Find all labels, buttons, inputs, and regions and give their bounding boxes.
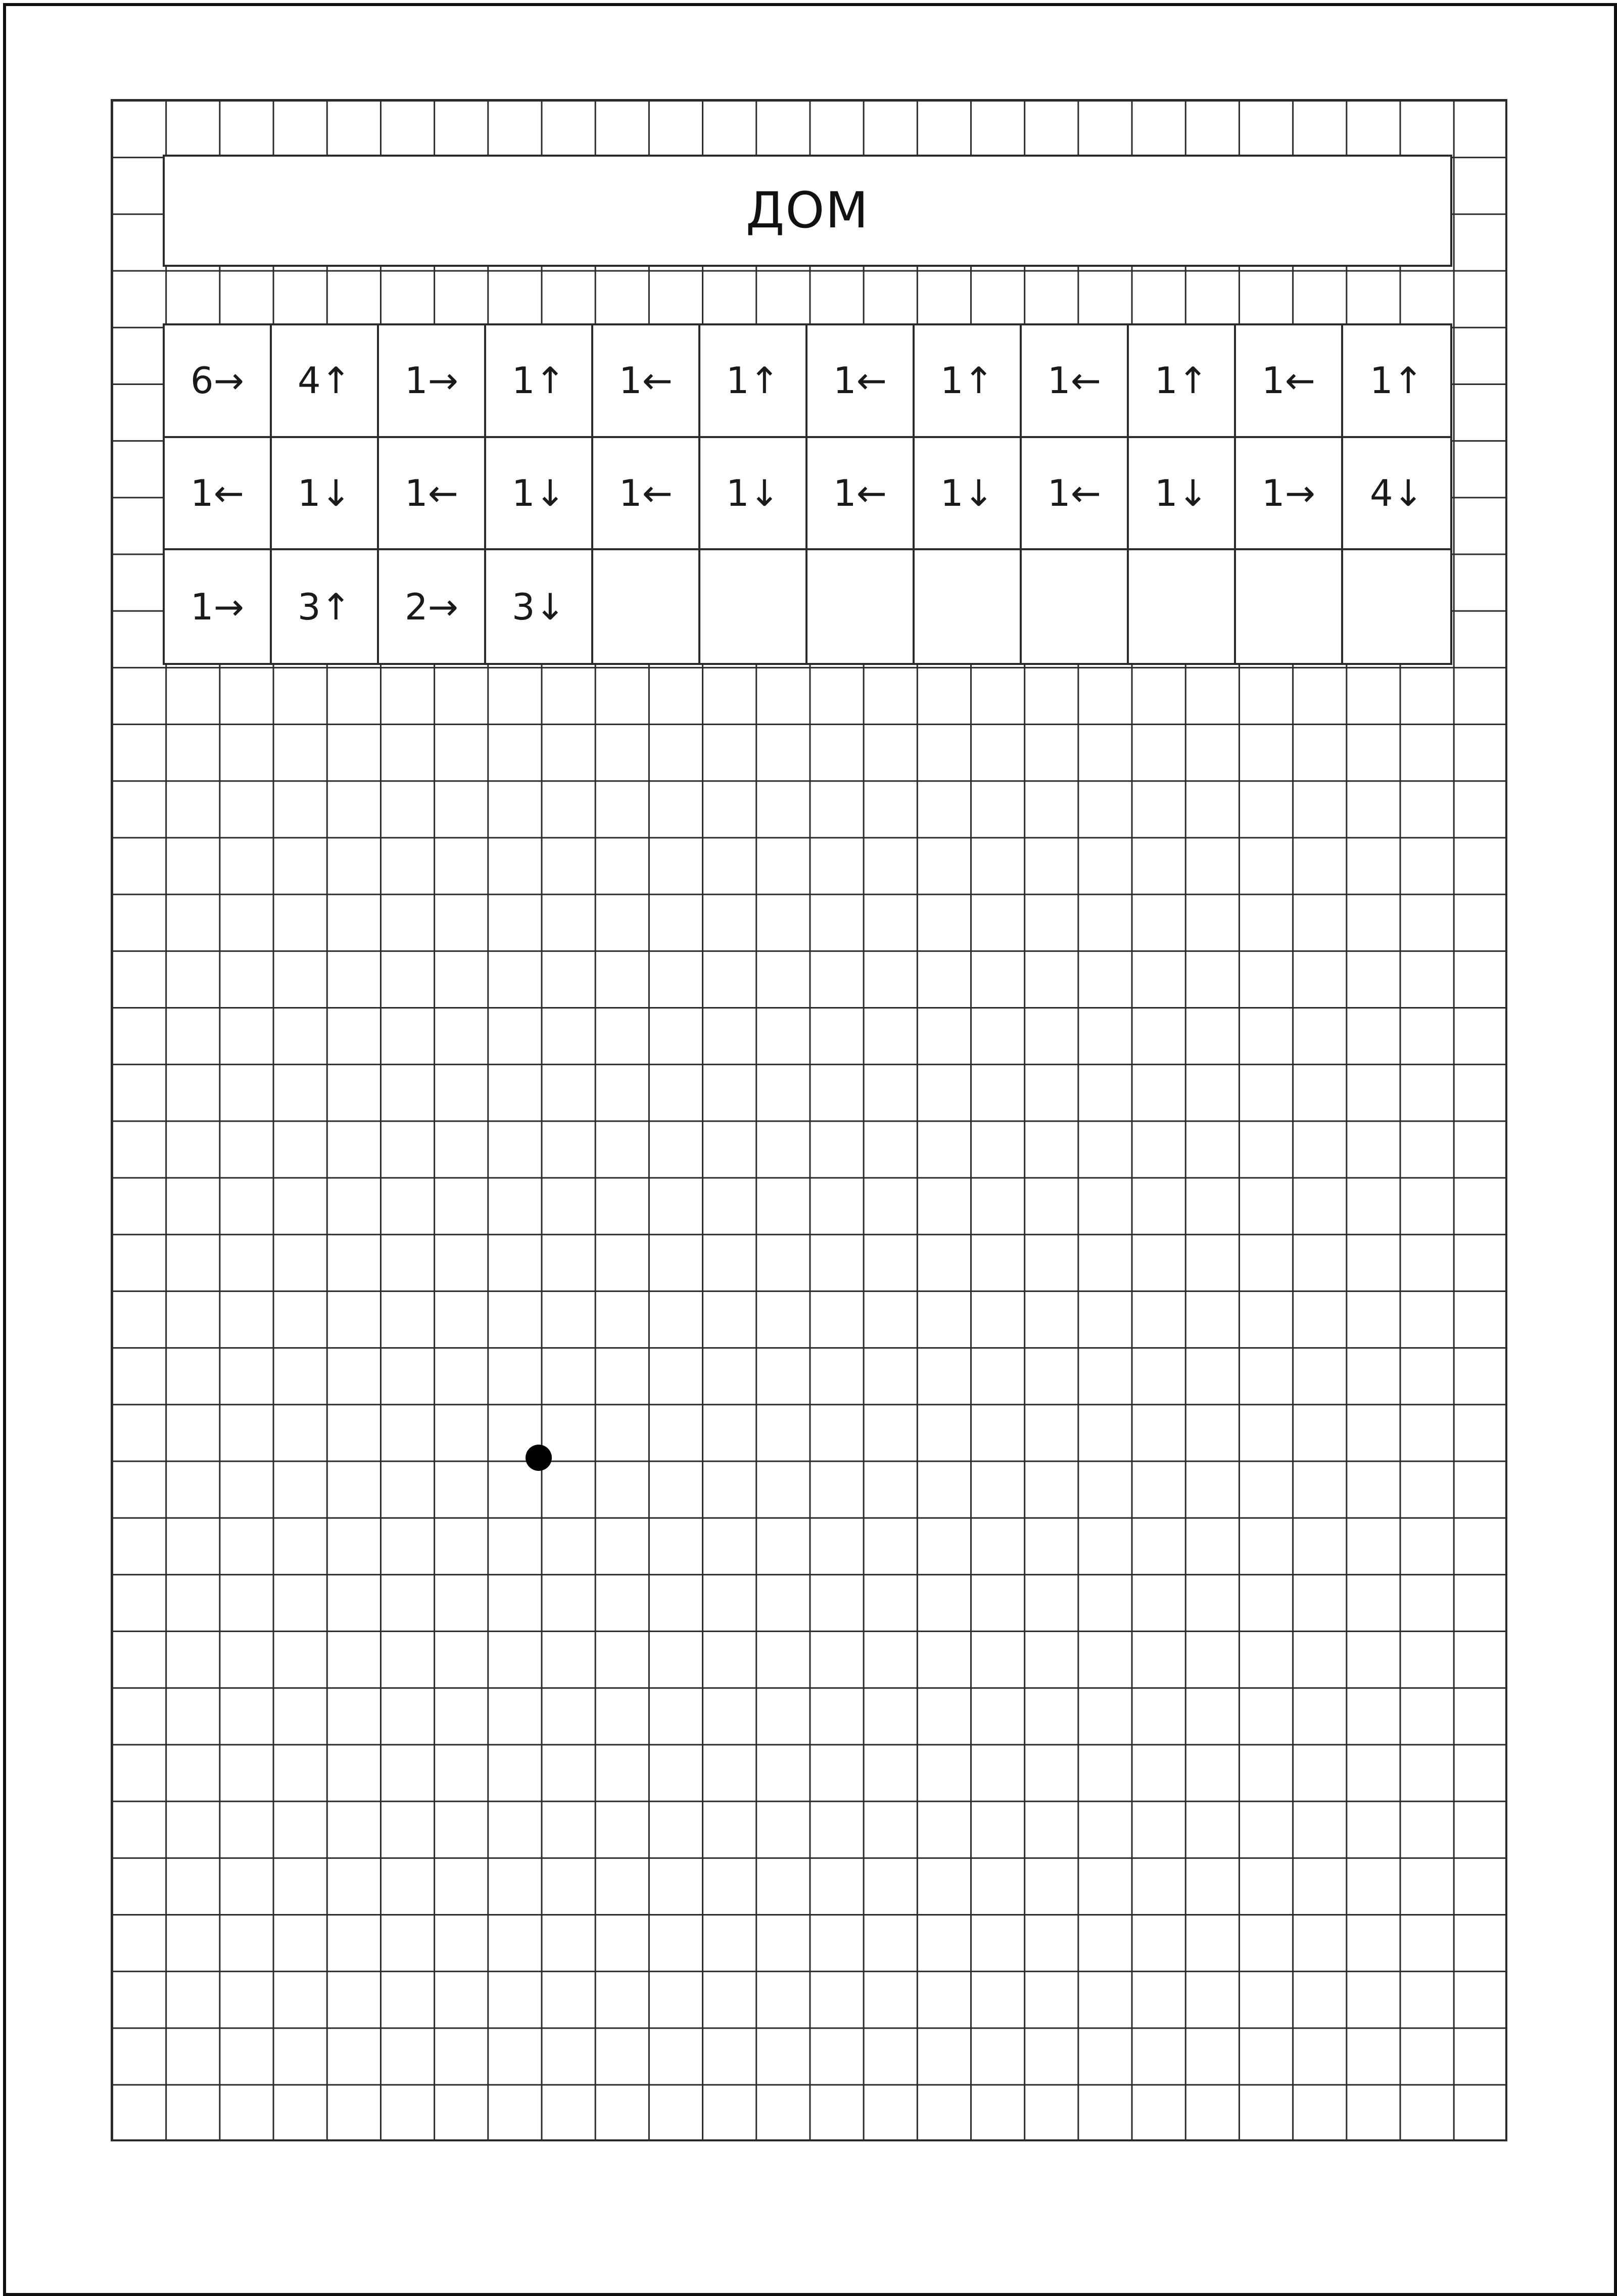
instruction-cell: 1↓ — [272, 438, 379, 551]
instruction-cell: 3↑ — [272, 550, 379, 663]
instruction-cell: 1← — [379, 438, 486, 551]
instruction-table — [163, 323, 1452, 665]
instruction-cell: 1↑ — [1129, 325, 1236, 438]
instruction-cell: 1← — [165, 438, 272, 551]
instruction-cell: 1← — [593, 325, 700, 438]
instruction-cell — [700, 550, 807, 663]
instruction-cell: 1↓ — [486, 438, 593, 551]
instruction-cell — [1236, 550, 1343, 663]
instruction-cell: 1← — [807, 438, 915, 551]
instruction-cell — [1343, 550, 1450, 663]
start-point-dot — [526, 1445, 552, 1471]
instruction-cell — [1022, 550, 1129, 663]
instruction-cell: 1↑ — [486, 325, 593, 438]
instruction-cell: 1↓ — [700, 438, 807, 551]
instruction-cell: 1↑ — [1343, 325, 1450, 438]
instruction-cell: 1← — [1022, 438, 1129, 551]
instruction-cell: 1→ — [1236, 438, 1343, 551]
worksheet-title: ДОМ — [745, 182, 870, 240]
instruction-cell — [593, 550, 700, 663]
title-box — [163, 155, 1452, 267]
instruction-cell: 6→ — [165, 325, 272, 438]
instruction-cell: 1→ — [379, 325, 486, 438]
instruction-cell: 1→ — [165, 550, 272, 663]
instruction-cell — [1129, 550, 1236, 663]
instruction-cell: 1↑ — [915, 325, 1022, 438]
instruction-cell: 1↑ — [700, 325, 807, 438]
instruction-cell: 4↓ — [1343, 438, 1450, 551]
instruction-cell: 3↓ — [486, 550, 593, 663]
instruction-cell: 1← — [807, 325, 915, 438]
instruction-cell: 1← — [593, 438, 700, 551]
instruction-cell — [807, 550, 915, 663]
instruction-cell — [915, 550, 1022, 663]
instruction-cell: 1↓ — [915, 438, 1022, 551]
instruction-cell: 4↑ — [272, 325, 379, 438]
instruction-cell: 1← — [1236, 325, 1343, 438]
instruction-cell: 1↓ — [1129, 438, 1236, 551]
instruction-cell: 2→ — [379, 550, 486, 663]
instruction-cell: 1← — [1022, 325, 1129, 438]
